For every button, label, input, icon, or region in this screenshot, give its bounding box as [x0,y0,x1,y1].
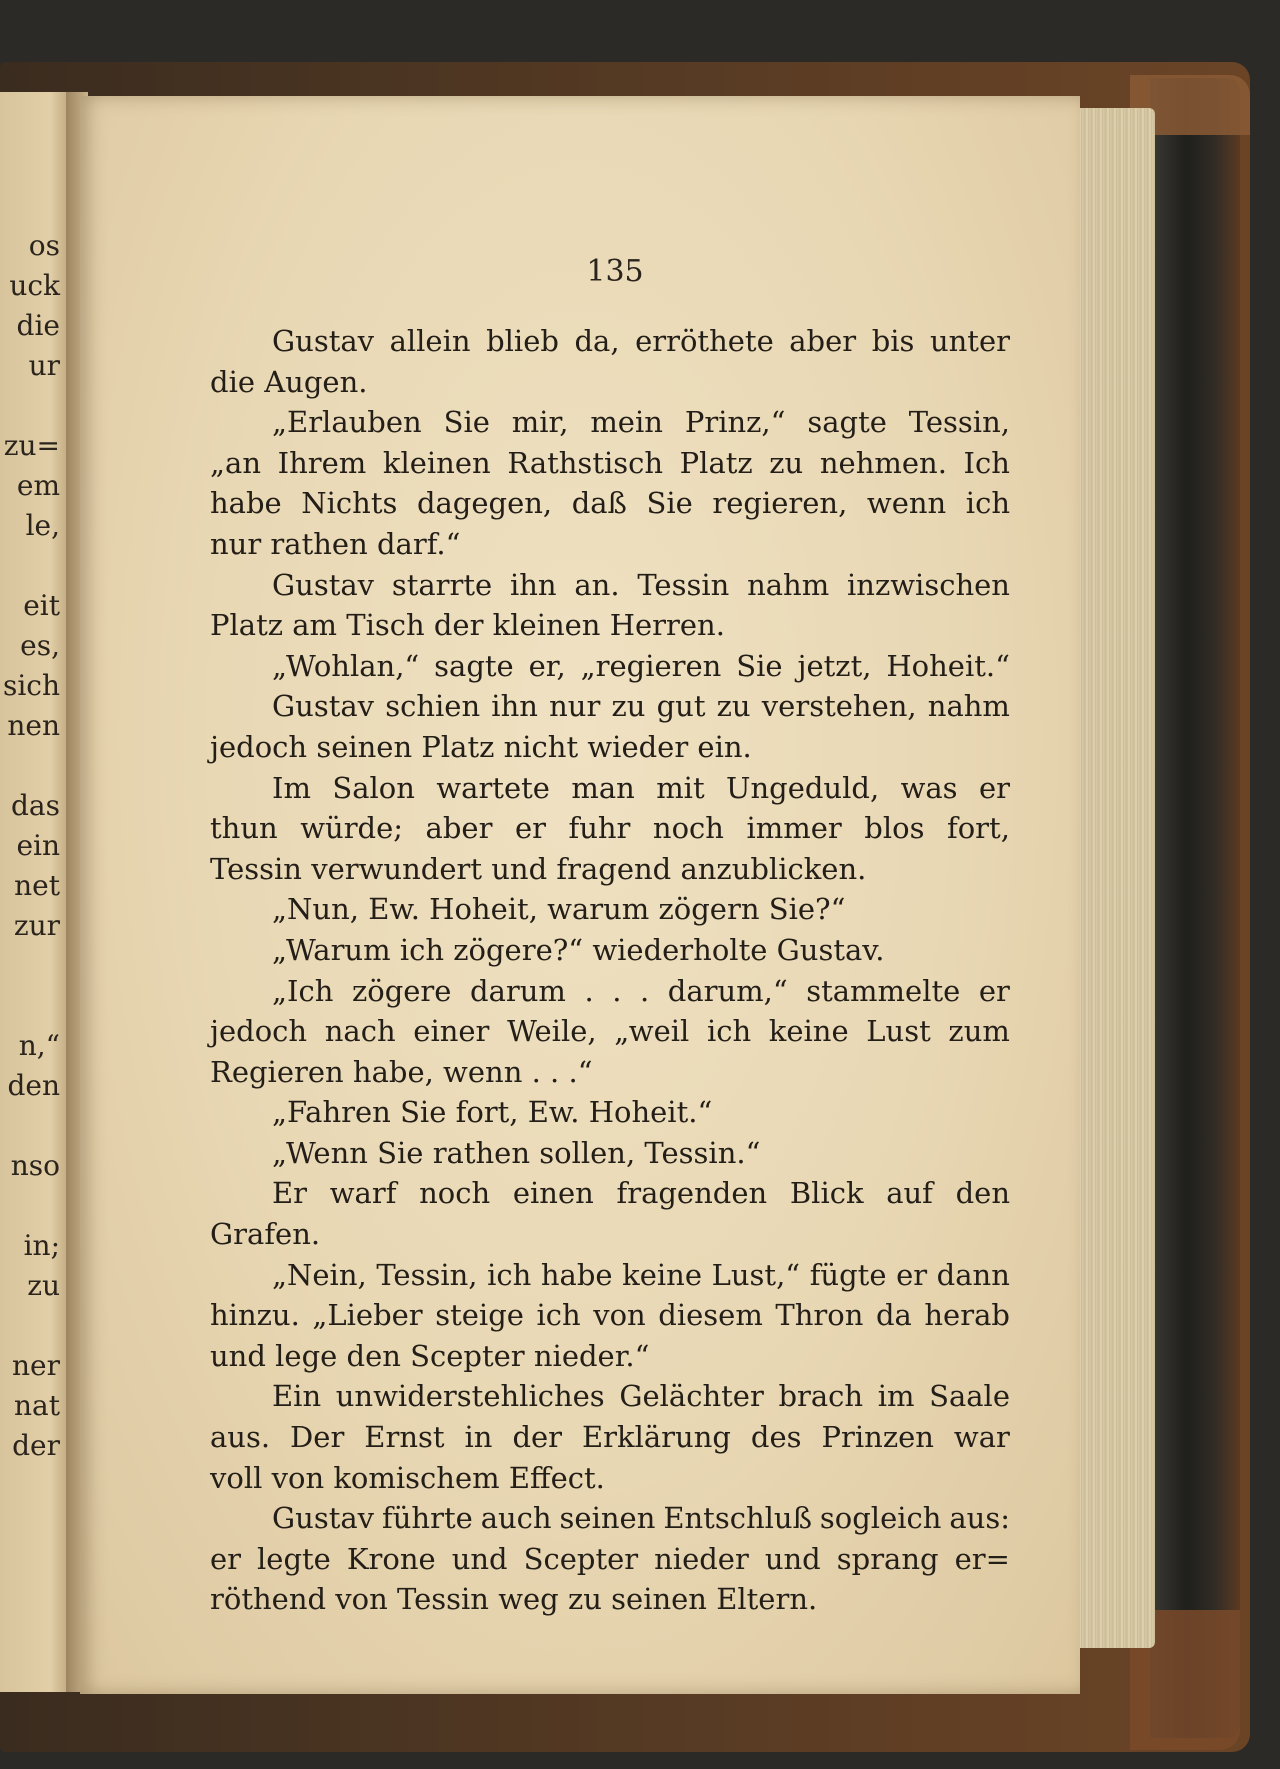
left-page-fragment [0,1306,60,1346]
text-line: aus. Der Ernst in der Erklärung des Prinzen war [210,1420,1010,1455]
text-line: habe Nichts dagegen, daß Sie regieren, wenn ich [210,486,1010,521]
left-page-fragment [0,1186,60,1226]
left-page-fragment: sich [2,669,60,702]
left-page-fragment: der [12,1429,60,1462]
left-page-fragment: ur [28,349,60,382]
text-line: „Erlauben Sie mir, mein Prinz,“ sagte Tessin, [272,405,1010,440]
text-line: Platz am Tisch der kleinen Herren. [210,608,725,643]
text-line: Gustav starrte ihn an. Tessin nahm inzwischen [272,567,1010,602]
left-page-fragment: es, [20,629,60,662]
page-edges [1075,108,1155,1648]
text-line: Ein unwiderstehliches Gelächter brach im Saale [272,1379,1010,1414]
left-page-fragment [0,546,60,586]
left-page-fragment: nat [14,1389,60,1422]
left-page-fragment: das [11,789,60,822]
left-page-text-fragments [0,226,60,1466]
text-line: hinzu. „Lieber steige ich von diesem Thron da herab [210,1298,1010,1333]
left-page-fragment: eit [23,589,60,622]
text-line: nur rathen darf.“ [210,526,461,561]
text-line: thun würde; aber er fuhr noch immer blos fort, [210,811,1010,846]
text-line: „an Ihrem kleinen Rathstisch Platz zu nehmen. Ich [210,445,1010,480]
left-page-fragment [0,386,60,426]
left-page-fragment: den [7,1069,60,1102]
text-line: Er warf noch einen fragenden Blick auf den [272,1176,1010,1211]
page-text [210,321,1010,1620]
left-page-fragment: nso [10,1149,60,1182]
text-line: und lege den Scepter nieder.“ [210,1338,650,1373]
text-line: Gustav führte auch seinen Entschluß sogleich aus: [272,1501,1010,1536]
left-page-fragment [0,946,60,986]
text-line: „Fahren Sie fort, Ew. Hoheit.“ [272,1095,713,1130]
text-line: Regieren habe, wenn . . .“ [210,1054,593,1089]
left-page-fragment: n,“ [18,1029,60,1062]
left-page-fragment: ein [16,829,60,862]
left-page-fragment: zu [27,1269,60,1302]
text-line: Grafen. [210,1217,321,1252]
left-page-fragment: uck [9,269,60,302]
left-page-fragment: ner [12,1349,60,1382]
text-line: „Ich zögere darum . . . darum,“ stammelte er [272,973,1010,1008]
text-line: „Warum ich zögere?“ wiederholte Gustav. [272,932,885,967]
text-line: röthend von Tessin weg zu seinen Eltern. [210,1582,818,1617]
left-page-fragment: os [28,229,60,262]
text-line: „Wohlan,“ sagte er, „regieren Sie jetzt, Hoheit.“ [272,648,1010,683]
left-page-fragment: die [16,309,60,342]
left-page-fragment [0,746,60,786]
text-line: Gustav schien ihn nur zu gut zu verstehen, nahm [272,689,1010,724]
text-line: jedoch seinen Platz nicht wieder ein. [210,729,752,764]
text-line: voll von komischem Effect. [210,1460,605,1495]
text-line: „Nun, Ew. Hoheit, warum zögern Sie?“ [272,892,846,927]
left-page-fragment: em [16,469,60,502]
left-page-fragment: zu= [3,429,60,462]
text-line: Tessin verwundert und fragend anzublicken. [210,851,867,886]
left-page-fragment [0,1106,60,1146]
book-binding-edge [1150,78,1240,1738]
text-line: die Augen. [210,364,368,399]
text-line: „Wenn Sie rathen sollen, Tessin.“ [272,1135,761,1170]
text-line: jedoch nach einer Weile, „weil ich keine Lust zum [210,1014,1010,1049]
left-page-fragment: nen [7,709,60,742]
text-line: „Nein, Tessin, ich habe keine Lust,“ fügte er dann [272,1257,1010,1292]
page-number: 135 [586,254,644,289]
left-page-fragment: in; [23,1229,60,1262]
left-page-fragment: net [14,869,60,902]
left-page-fragment: zur [13,909,60,942]
left-page-fragment: le, [25,509,60,542]
text-line: er legte Krone und Scepter nieder und sprang er= [210,1541,1010,1576]
book-page [80,96,1080,1694]
text-line: Gustav allein blieb da, erröthete aber bis unter [272,324,1010,358]
left-page-fragment [0,986,60,1026]
text-line: Im Salon wartete man mit Ungeduld, was er [272,770,1010,805]
